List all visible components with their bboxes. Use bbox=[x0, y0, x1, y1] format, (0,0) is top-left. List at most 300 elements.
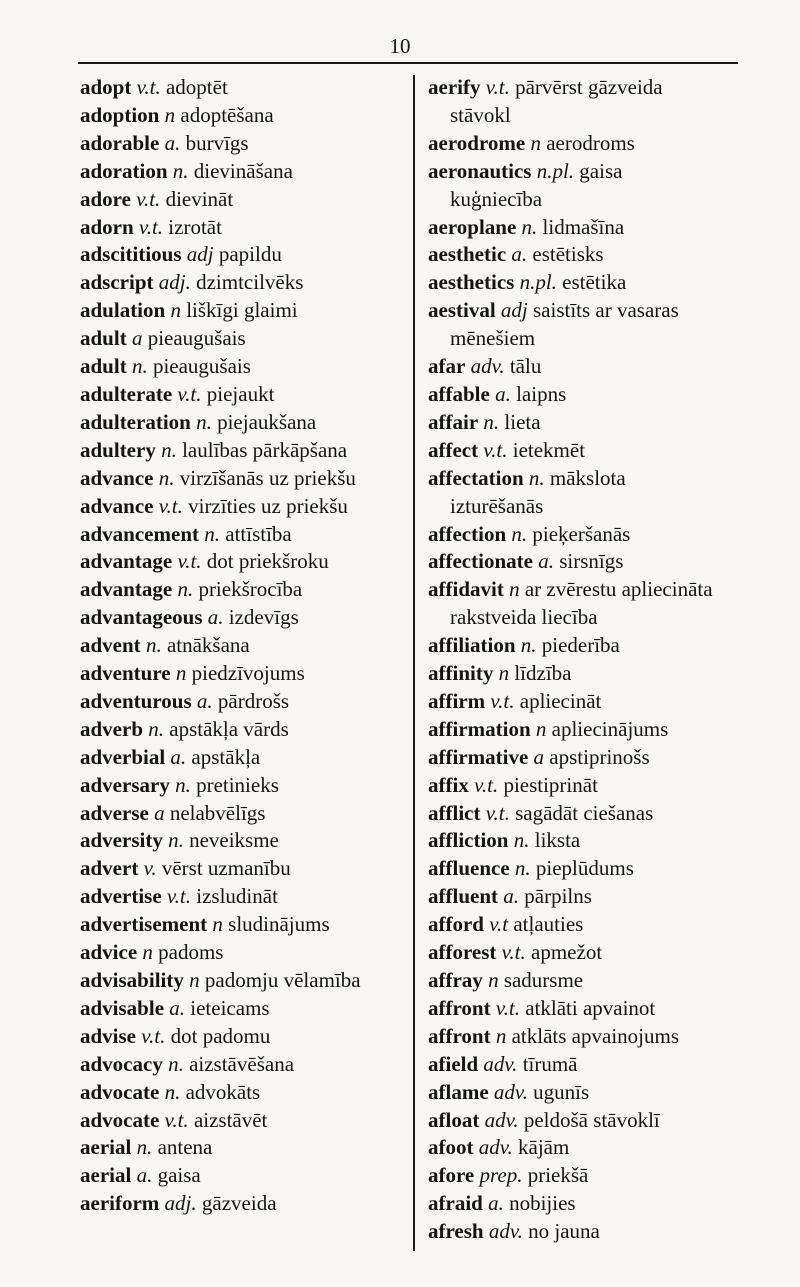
part-of-speech: n. bbox=[483, 409, 500, 434]
translation: apmežot bbox=[531, 940, 603, 965]
part-of-speech: a. bbox=[164, 130, 181, 155]
dictionary-entry bbox=[428, 1079, 748, 1107]
headword: adorable bbox=[80, 130, 160, 155]
translation: attīstība bbox=[225, 521, 292, 546]
dictionary-entry bbox=[80, 493, 408, 521]
translation: ieteicams bbox=[190, 995, 270, 1020]
translation: atnākšana bbox=[166, 633, 250, 658]
headword: advert bbox=[80, 856, 139, 881]
part-of-speech: adv. bbox=[483, 1051, 518, 1076]
dictionary-entry bbox=[428, 437, 748, 465]
dictionary-entry bbox=[80, 409, 408, 437]
dictionary-entry bbox=[80, 772, 408, 800]
translation: padomju vēlamība bbox=[204, 968, 361, 992]
dictionary-entry bbox=[428, 269, 748, 297]
headword: aerify bbox=[428, 75, 481, 99]
translation: nelabvēlīgs bbox=[169, 800, 266, 825]
part-of-speech: a. bbox=[503, 884, 519, 909]
translation: estētika bbox=[562, 270, 627, 295]
dictionary-entry bbox=[80, 1051, 408, 1079]
dictionary-entry bbox=[80, 186, 408, 214]
headword: advantage bbox=[80, 577, 173, 602]
headword: affectionate bbox=[428, 549, 533, 574]
headword: adopt bbox=[80, 75, 132, 99]
headword: adultery bbox=[80, 437, 156, 462]
headword: advance bbox=[80, 465, 154, 490]
headword: advocate bbox=[80, 1079, 160, 1104]
translation: antena bbox=[157, 1135, 213, 1160]
part-of-speech: adv. bbox=[488, 1219, 523, 1244]
translation: adoptēšana bbox=[180, 102, 274, 127]
translation: peldošā stāvoklī bbox=[523, 1107, 660, 1132]
part-of-speech: n bbox=[189, 968, 200, 992]
part-of-speech: n bbox=[535, 716, 547, 741]
translation: piejaukšana bbox=[217, 409, 317, 434]
part-of-speech: v.t. bbox=[141, 1023, 166, 1048]
translation: padoms bbox=[158, 940, 224, 965]
translation-continuation: kuģniecība bbox=[450, 186, 543, 211]
headword: afresh bbox=[428, 1219, 484, 1244]
translation: adoptēt bbox=[165, 75, 228, 99]
headword: adscititious bbox=[80, 242, 182, 267]
headword: aerodrome bbox=[428, 130, 526, 155]
dictionary-entry bbox=[80, 939, 408, 967]
headword: afar bbox=[428, 354, 466, 379]
dictionary-entry bbox=[428, 855, 748, 883]
translation: pieplūdums bbox=[535, 856, 634, 881]
headword: afore bbox=[428, 1163, 475, 1188]
dictionary-entry bbox=[428, 214, 748, 242]
translation: saistīts ar vasaras bbox=[533, 298, 679, 323]
part-of-speech: v.t. bbox=[501, 940, 526, 965]
dictionary-entry bbox=[80, 800, 408, 828]
translation: no jauna bbox=[528, 1219, 600, 1244]
part-of-speech: n bbox=[488, 968, 499, 992]
part-of-speech: n bbox=[495, 1023, 507, 1048]
headword: aeronautics bbox=[428, 158, 532, 183]
dictionary-entry bbox=[428, 772, 748, 800]
part-of-speech: a bbox=[533, 744, 545, 769]
part-of-speech: adv. bbox=[493, 1079, 528, 1104]
translation: estētisks bbox=[532, 242, 604, 267]
translation: tālu bbox=[509, 354, 542, 379]
header-rule bbox=[78, 62, 738, 64]
translation: apliecināt bbox=[519, 688, 602, 713]
translation: pretinieks bbox=[196, 772, 279, 797]
headword: affliction bbox=[428, 828, 509, 853]
part-of-speech: prep. bbox=[479, 1163, 523, 1188]
translation: sagādāt ciešanas bbox=[515, 800, 654, 825]
part-of-speech: a. bbox=[136, 1163, 153, 1188]
translation: priekšā bbox=[527, 1163, 589, 1188]
dictionary-entry bbox=[80, 744, 408, 772]
headword: adverbial bbox=[80, 744, 166, 769]
part-of-speech: n bbox=[142, 940, 153, 965]
part-of-speech: v.t. bbox=[177, 381, 202, 406]
headword: affable bbox=[428, 381, 490, 406]
part-of-speech: n. bbox=[196, 409, 212, 434]
headword: adulation bbox=[80, 298, 166, 323]
dictionary-entry bbox=[80, 995, 408, 1023]
translation: dot priekšroku bbox=[206, 549, 329, 574]
headword: adoption bbox=[80, 102, 160, 127]
translation: piejaukt bbox=[206, 381, 275, 406]
dictionary-entry bbox=[80, 521, 408, 549]
part-of-speech: adj bbox=[500, 298, 528, 323]
dictionary-entry bbox=[80, 1079, 408, 1107]
translation: gāzveida bbox=[201, 1191, 277, 1216]
dictionary-entry bbox=[80, 855, 408, 883]
part-of-speech: a bbox=[131, 326, 143, 351]
part-of-speech: n bbox=[498, 661, 510, 686]
right-column bbox=[428, 74, 748, 1246]
translation-continuation: mēnešiem bbox=[450, 326, 536, 351]
translation: nobijies bbox=[509, 1191, 576, 1216]
part-of-speech: v.t. bbox=[158, 493, 183, 518]
part-of-speech: a bbox=[154, 800, 165, 825]
dictionary-entry bbox=[428, 381, 748, 409]
dictionary-entry bbox=[428, 1218, 748, 1246]
translation: apliecinājums bbox=[551, 716, 669, 741]
part-of-speech: n. bbox=[131, 354, 148, 379]
translation: gaisa bbox=[579, 158, 623, 183]
headword: aestival bbox=[428, 298, 496, 323]
dictionary-entry bbox=[80, 130, 408, 158]
translation: piestiprināt bbox=[503, 772, 598, 797]
translation: dot padomu bbox=[170, 1023, 271, 1048]
headword: advertise bbox=[80, 884, 162, 909]
translation: piederība bbox=[541, 633, 620, 658]
part-of-speech: v.t. bbox=[483, 437, 508, 462]
headword: afloat bbox=[428, 1107, 480, 1132]
part-of-speech: n. bbox=[513, 828, 530, 853]
translation: pārdrošs bbox=[217, 688, 290, 713]
translation: neveiksme bbox=[189, 828, 279, 853]
translation: piedzīvojums bbox=[191, 661, 305, 686]
headword: affirm bbox=[428, 688, 486, 713]
headword: advocacy bbox=[80, 1051, 163, 1076]
headword: affront bbox=[428, 1023, 491, 1048]
translation: burvīgs bbox=[185, 130, 249, 155]
part-of-speech: a. bbox=[207, 605, 224, 630]
part-of-speech: n bbox=[212, 912, 223, 937]
dictionary-entry bbox=[80, 911, 408, 939]
headword: adverb bbox=[80, 716, 143, 741]
column-divider bbox=[413, 75, 415, 1251]
headword: afforest bbox=[428, 940, 497, 965]
translation: izsludināt bbox=[196, 884, 278, 909]
part-of-speech: n bbox=[509, 577, 520, 602]
headword: aflame bbox=[428, 1079, 489, 1104]
headword: advisability bbox=[80, 968, 184, 992]
dictionary-entry bbox=[80, 353, 408, 381]
part-of-speech: v.t. bbox=[485, 800, 510, 825]
dictionary-entry bbox=[428, 660, 748, 688]
dictionary-entry bbox=[428, 409, 748, 437]
translation: pieķeršanās bbox=[532, 521, 631, 546]
translation: advokāts bbox=[185, 1079, 261, 1104]
dictionary-entry bbox=[80, 883, 408, 911]
headword: advise bbox=[80, 1023, 137, 1048]
part-of-speech: v. bbox=[143, 856, 157, 881]
dictionary-entry bbox=[80, 1134, 408, 1162]
translation: pieaugušais bbox=[147, 326, 246, 351]
part-of-speech: a. bbox=[170, 744, 187, 769]
part-of-speech: n. bbox=[168, 1051, 184, 1076]
part-of-speech: adv. bbox=[484, 1107, 519, 1132]
part-of-speech: n.pl. bbox=[536, 158, 575, 183]
translation-continuation: stāvokl bbox=[450, 102, 511, 127]
translation: aerodroms bbox=[546, 130, 635, 155]
headword: affair bbox=[428, 409, 479, 434]
dictionary-entry bbox=[428, 1190, 748, 1218]
headword: afoot bbox=[428, 1135, 474, 1160]
headword: adult bbox=[80, 326, 127, 351]
translation: virzīšanās uz priekšu bbox=[179, 465, 356, 490]
translation: lieta bbox=[504, 409, 541, 434]
headword: adversity bbox=[80, 828, 163, 853]
part-of-speech: a. bbox=[196, 688, 213, 713]
part-of-speech: n. bbox=[514, 856, 531, 881]
headword: advantageous bbox=[80, 605, 203, 630]
translation: liksta bbox=[534, 828, 581, 853]
translation: izdevīgs bbox=[228, 605, 299, 630]
headword: afield bbox=[428, 1051, 479, 1076]
headword: affluence bbox=[428, 856, 510, 881]
headword: aesthetic bbox=[428, 242, 507, 267]
translation: dievināšana bbox=[193, 158, 293, 183]
part-of-speech: n. bbox=[161, 437, 177, 462]
part-of-speech: n. bbox=[520, 633, 537, 658]
dictionary-entry bbox=[428, 158, 748, 214]
translation: gaisa bbox=[157, 1163, 201, 1188]
headword: affirmation bbox=[428, 716, 531, 741]
headword: affix bbox=[428, 772, 469, 797]
dictionary-entry bbox=[428, 827, 748, 855]
dictionary-entry bbox=[428, 576, 748, 632]
headword: advantage bbox=[80, 549, 173, 574]
translation: aizstāvēšana bbox=[189, 1051, 295, 1076]
headword: affront bbox=[428, 995, 491, 1020]
translation: sadursme bbox=[503, 968, 584, 992]
translation: ugunīs bbox=[533, 1079, 590, 1104]
dictionary-entry bbox=[428, 548, 748, 576]
dictionary-entry bbox=[428, 800, 748, 828]
headword: advent bbox=[80, 633, 141, 658]
dictionary-entry bbox=[80, 827, 408, 855]
headword: affray bbox=[428, 968, 483, 992]
translation: laipns bbox=[516, 381, 567, 406]
part-of-speech: v.t. bbox=[485, 75, 510, 99]
dictionary-entry bbox=[80, 688, 408, 716]
headword: aesthetics bbox=[428, 270, 515, 295]
dictionary-entry bbox=[428, 130, 748, 158]
part-of-speech: a. bbox=[538, 549, 554, 574]
part-of-speech: n. bbox=[175, 772, 191, 797]
translation: dzimtcilvēks bbox=[196, 270, 304, 295]
headword: aerial bbox=[80, 1163, 132, 1188]
dictionary-entry bbox=[428, 967, 748, 995]
page-number: 10 bbox=[389, 34, 411, 58]
translation: virzīties uz priekšu bbox=[188, 493, 348, 518]
part-of-speech: n bbox=[170, 298, 181, 323]
headword: advancement bbox=[80, 521, 199, 546]
headword: afford bbox=[428, 912, 484, 937]
headword: adscript bbox=[80, 270, 154, 295]
part-of-speech: a. bbox=[169, 995, 186, 1020]
part-of-speech: adv. bbox=[478, 1135, 513, 1160]
dictionary-entry bbox=[80, 1190, 408, 1218]
translation: atklāts apvainojums bbox=[511, 1023, 679, 1048]
dictionary-entry bbox=[80, 576, 408, 604]
dictionary-entry bbox=[80, 632, 408, 660]
part-of-speech: n. bbox=[164, 1079, 181, 1104]
dictionary-entry bbox=[80, 269, 408, 297]
dictionary-entry bbox=[80, 1023, 408, 1051]
headword: aeriform bbox=[80, 1191, 160, 1216]
part-of-speech: n. bbox=[136, 1135, 153, 1160]
headword: affectation bbox=[428, 465, 524, 490]
dictionary-entry bbox=[80, 967, 408, 995]
headword: adult bbox=[80, 354, 127, 379]
headword: advice bbox=[80, 940, 138, 965]
part-of-speech: n. bbox=[528, 465, 545, 490]
dictionary-entry bbox=[80, 660, 408, 688]
headword: affidavit bbox=[428, 577, 504, 602]
dictionary-entry bbox=[80, 1162, 408, 1190]
dictionary-entry bbox=[428, 353, 748, 381]
part-of-speech: n. bbox=[204, 521, 220, 546]
part-of-speech: n bbox=[164, 102, 176, 127]
dictionary-entry bbox=[80, 214, 408, 242]
headword: adulterate bbox=[80, 381, 173, 406]
headword: advance bbox=[80, 493, 154, 518]
dictionary-entry bbox=[80, 241, 408, 269]
dictionary-entry bbox=[80, 381, 408, 409]
part-of-speech: v.t. bbox=[138, 214, 164, 239]
part-of-speech: v.t. bbox=[164, 1107, 189, 1132]
dictionary-entry bbox=[428, 241, 748, 269]
headword: affect bbox=[428, 437, 479, 462]
part-of-speech: adv. bbox=[470, 354, 505, 379]
headword: aeroplane bbox=[428, 214, 517, 239]
translation: mākslota bbox=[549, 465, 626, 490]
translation: pārvērst gāzveida bbox=[515, 75, 663, 99]
dictionary-entry bbox=[80, 437, 408, 465]
translation: apstiprinošs bbox=[549, 744, 650, 769]
dictionary-entry bbox=[80, 716, 408, 744]
part-of-speech: a. bbox=[495, 381, 511, 406]
dictionary-entry bbox=[428, 716, 748, 744]
dictionary-entry bbox=[428, 688, 748, 716]
translation: apstākļa vārds bbox=[169, 716, 289, 741]
dictionary-entry bbox=[80, 158, 408, 186]
dictionary-entry bbox=[428, 995, 748, 1023]
translation: atļauties bbox=[513, 912, 584, 937]
part-of-speech: v.t. bbox=[474, 772, 499, 797]
dictionary-entry bbox=[80, 325, 408, 353]
headword: affirmative bbox=[428, 744, 529, 769]
part-of-speech: v.t. bbox=[490, 688, 515, 713]
translation: dievināt bbox=[165, 186, 234, 211]
translation: atklāti apvainot bbox=[525, 995, 656, 1020]
headword: adoration bbox=[80, 158, 168, 183]
part-of-speech: v.t. bbox=[495, 995, 520, 1020]
translation: sirsnīgs bbox=[559, 549, 624, 574]
part-of-speech: n.pl. bbox=[519, 270, 557, 295]
translation-continuation: rakstveida liecība bbox=[450, 605, 598, 630]
dictionary-entry bbox=[428, 1051, 748, 1079]
dictionary-entry bbox=[428, 939, 748, 967]
part-of-speech: adj bbox=[186, 242, 214, 267]
dictionary-entry bbox=[428, 74, 748, 130]
translation: pārpilns bbox=[524, 884, 592, 909]
dictionary-entry bbox=[80, 74, 408, 102]
headword: affluent bbox=[428, 884, 498, 909]
translation: kājām bbox=[518, 1135, 570, 1160]
headword: adore bbox=[80, 186, 131, 211]
dictionary-entry bbox=[80, 1107, 408, 1135]
dictionary-entry bbox=[428, 911, 748, 939]
dictionary-entry bbox=[80, 548, 408, 576]
part-of-speech: n. bbox=[158, 465, 175, 490]
left-column bbox=[80, 74, 408, 1218]
part-of-speech: v.t bbox=[489, 912, 509, 937]
translation: apstākļa bbox=[191, 744, 261, 769]
part-of-speech: a. bbox=[511, 242, 528, 267]
dictionary-entry bbox=[428, 521, 748, 549]
headword: adorn bbox=[80, 214, 134, 239]
headword: afraid bbox=[428, 1191, 483, 1216]
dictionary-entry bbox=[428, 1023, 748, 1051]
dictionary-entry bbox=[80, 102, 408, 130]
headword: affiliation bbox=[428, 633, 516, 658]
dictionary-entry bbox=[428, 883, 748, 911]
dictionary-entry bbox=[428, 465, 748, 521]
headword: advisable bbox=[80, 995, 165, 1020]
part-of-speech: n. bbox=[172, 158, 189, 183]
headword: adverse bbox=[80, 800, 149, 825]
part-of-speech: a. bbox=[488, 1191, 504, 1216]
translation: tīrumā bbox=[522, 1051, 578, 1076]
translation: liškīgi glaimi bbox=[186, 298, 298, 323]
dictionary-entry bbox=[80, 297, 408, 325]
headword: adventurous bbox=[80, 688, 192, 713]
translation: ar zvērestu apliecināta bbox=[524, 577, 713, 602]
part-of-speech: n. bbox=[148, 716, 164, 741]
part-of-speech: n. bbox=[521, 214, 538, 239]
translation: līdzība bbox=[514, 661, 572, 686]
translation: lidmašīna bbox=[542, 214, 625, 239]
dictionary-entry bbox=[80, 604, 408, 632]
translation: priekšrocība bbox=[198, 577, 303, 602]
part-of-speech: v.t. bbox=[136, 75, 161, 99]
dictionary-entry bbox=[428, 744, 748, 772]
headword: adventure bbox=[80, 661, 171, 686]
translation: izrotāt bbox=[168, 214, 222, 239]
translation: papildu bbox=[218, 242, 282, 267]
part-of-speech: n. bbox=[168, 828, 184, 853]
translation: aizstāvēt bbox=[193, 1107, 268, 1132]
dictionary-entry bbox=[80, 465, 408, 493]
translation-continuation: izturēšanās bbox=[450, 493, 544, 518]
headword: affinity bbox=[428, 661, 494, 686]
part-of-speech: n. bbox=[145, 633, 162, 658]
headword: advocate bbox=[80, 1107, 160, 1132]
headword: affection bbox=[428, 521, 507, 546]
translation: vērst uzmanību bbox=[161, 856, 291, 881]
part-of-speech: adj. bbox=[164, 1191, 197, 1216]
